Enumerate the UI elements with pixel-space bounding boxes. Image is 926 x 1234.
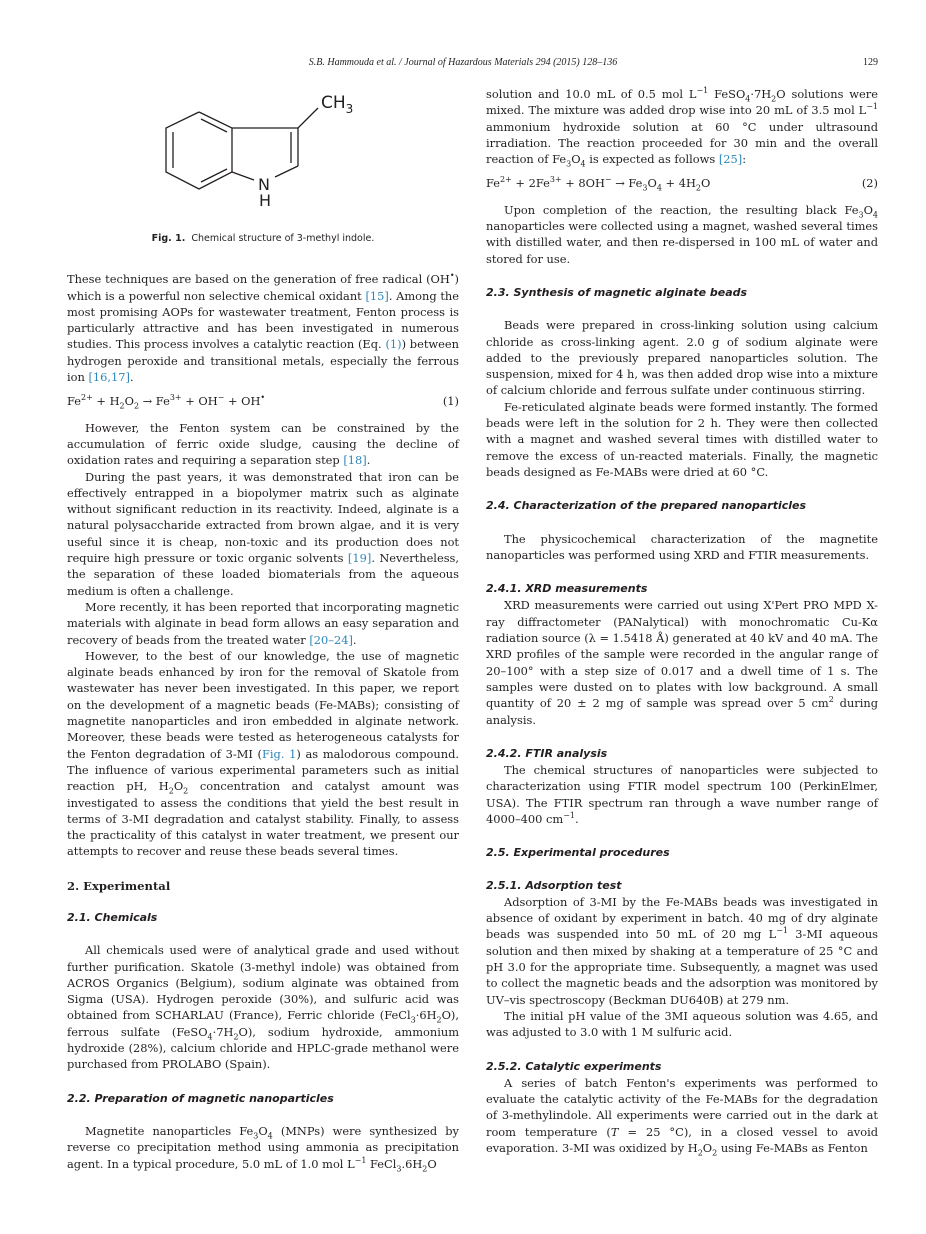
citation-link[interactable]: [15]	[365, 288, 389, 303]
citation-link[interactable]: [25]	[718, 152, 743, 167]
paragraph: Fe-reticulated alginate beads were formed instantly. The formed beads were left in the solution for 2 h. They were then collected with a magnet and washed several times with distilled water to remove the excess of un-reacted materials. Finally, the magnetic beads designed as Fe-MABs were dried at 60 °C.	[486, 399, 878, 479]
atom-n: N	[258, 175, 270, 194]
subsection-heading: 2.1. Chemicals	[67, 910, 158, 924]
equation-1	[67, 393, 459, 409]
paragraph: These techniques are based on the generation of free radical (OH•) which is a powerful non selective chemical oxidant [15]. Among the most promising AOPs for wastewater treatment, Fenton process is particularly attractive and has been investigated in numerous studies. This process involves a catalytic reaction (Eq. (1)) between hydrogen peroxide and transitional metals, especially the ferrous ion [16,17].	[67, 271, 459, 385]
bond	[232, 172, 254, 180]
figure-caption	[67, 231, 459, 247]
paragraph: Magnetite nanoparticles $Fe_3O_4$ (MNPs) were synthesized by reverse co precipitation method using ammonia as precipitation agent. In a typical procedure, 5.0 mL of 1.0 mol $L^{-1}$ $FeCl_3.6H_2O$	[67, 1123, 459, 1173]
running-head: S.B. Hammouda et al. / Journal of Hazardous Materials 294 (2015) 128–136	[308, 57, 618, 68]
equation-formula: $Fe^{2+} + H_2O_2 \to Fe^{3+} + OH^- + OH^•$	[67, 393, 266, 411]
paragraph: More recently, it has been reported that incorporating magnetic materials with alginate in bead form allows an easy separation and recovery of beads from the treated water [20–24].	[67, 599, 459, 647]
paragraph: solution and 10.0 mL of 0.5 mol $L^{-1}$ $FeSO_4\cdot 7H_2O$ solutions were mixed. The mixture was added drop wise into 20 mL of 3.5 mol $L^{-1}$ ammonium hydroxide solution at 60 °C under ultrasound irradiation. The reaction proceeded for 30 min and the overall reaction of $Fe_3O_4$ is expected as follows [25]:	[486, 86, 878, 169]
equation-number: (2)	[861, 176, 878, 191]
figure-label: Fig. 1.	[151, 233, 186, 244]
paragraph: The chemical structures of nanoparticles were subjected to characterization using FTIR model spectrum 100 (PerkinElmer, USA). The FTIR spectrum ran through a wave number range of 4000–400 $cm^{-1}$.	[486, 763, 878, 826]
citation-link[interactable]: Fig. 1	[262, 746, 297, 761]
methyl-bond	[298, 108, 318, 128]
equation-formula: $Fe^{2+} + 2Fe^{3+} + 8OH^- \to Fe_3O_4 + 4H_2O$	[486, 175, 711, 193]
paragraph: Beads were prepared in cross-linking solution using calcium chloride as cross-linking agent. 2.0 g of sodium alginate were added to the previously prepared nanoparticles solution. The suspension, mixed for 4 h, was then added drop wise into a mixture of calcium chloride and ferrous sulfate under continuous stirring.	[486, 318, 878, 398]
subsection-heading: 2.5. Experimental procedures	[486, 846, 670, 860]
atom-h: H	[259, 191, 272, 210]
subsubsection-heading: 2.4.1. XRD measurements	[486, 582, 648, 596]
benzene-double-bond	[201, 169, 227, 182]
benzene-ring	[166, 112, 232, 189]
atom-ch3: $CH_3$	[321, 93, 354, 116]
paragraph: All chemicals used were of analytical grade and used without further purification. Skatole (3-methyl indole) was obtained from ACROS Organics (Belgium), sodium alginate was obtained from Sigma (USA). Hydrogen peroxide (30%), and sulfuric acid was obtained from SCHARLAU (France), Ferric chloride $(FeCl_3\cdot 6H_2O)$, ferrous sulfate $(FeSO_4\cdot 7H_2O)$, sodium hydroxide, ammonium hydroxide (28%), calcium chloride and HPLC-grade methanol were purchased from PROLABO (Spain).	[67, 943, 459, 1072]
paragraph: However, the Fenton system can be constrained by the accumulation of ferric oxide sludge, causing the decline of oxidation rates and requiring a separation step [18].	[67, 420, 459, 468]
paragraph: A series of batch Fenton's experiments was performed to evaluate the catalytic activity of the Fe-MABs for the degradation of 3-methylindole. All experiments were carried out in the dark at room temperature (T = 25 °C), in a closed vessel to avoid evaporation. 3-MI was oxidized by $H_2O_2$ using Fe-MABs as Fenton	[486, 1075, 878, 1158]
citation-link[interactable]: [20–24]	[309, 632, 353, 647]
equation-2	[486, 175, 878, 191]
citation-link[interactable]: [18]	[343, 453, 367, 468]
page-number: 129	[863, 57, 878, 68]
figure-1	[67, 86, 459, 231]
subsection-heading: 2.3. Synthesis of magnetic alginate beads	[486, 285, 748, 299]
subsection-heading: 2.2. Preparation of magnetic nanoparticles	[67, 1091, 334, 1105]
citation-link[interactable]: [19]	[347, 551, 372, 566]
skatole-structure-diagram	[163, 86, 373, 211]
bond	[275, 166, 298, 177]
subsubsection-heading: 2.5.1. Adsorption test	[486, 878, 622, 892]
paragraph: However, to the best of our knowledge, the use of magnetic alginate beads enhanced by iron for the removal of Skatole from wastewater has never been investigated. In this paper, we report on the development of a magnetic beads (Fe-MABs); consisting of magnetite nanoparticles and iron embedded in alginate network. Moreover, these beads were tested as heterogeneous catalysts for the Fenton degradation of 3-MI (Fig. 1) as malodorous compound. The influence of various experimental parameters such as initial reaction pH, $H_2O_2$ concentration and catalyst amount was investigated to assess the conditions that yield the best result in terms of 3-MI degradation and catalyst stability. Finally, to assess the practicality of this catalyst in water treatment, we present our attempts to recover and reuse these beads several times.	[67, 648, 459, 859]
subsubsection-heading: 2.5.2. Catalytic experiments	[486, 1059, 662, 1073]
paragraph: The physicochemical characterization of the magnetite nanoparticles was performed using XRD and FTIR measurements.	[486, 531, 878, 562]
citation-link[interactable]: [16,17]	[88, 370, 130, 385]
paragraph: The initial pH value of the 3MI aqueous solution was 4.65, and was adjusted to 3.0 with 1 M sulfuric acid.	[486, 1008, 878, 1040]
section-heading: 2. Experimental	[67, 878, 171, 893]
subsubsection-heading: 2.4.2. FTIR analysis	[486, 746, 608, 760]
paragraph: XRD measurements were carried out using X'Pert PRO MPD X-ray diffractometer (PANalytical) with monochromatic Cu-Kα radiation source (λ = 1.5418 Å) generated at 40 kV and 40 mA. The XRD profiles of the sample were recorded in the angular range of 20–100° with a step size of 0.017 and a dwell time of 1 s. The samples were dusted on to plates with low background. A small quantity of 20 ± 2 mg of sample was spread over 5 $cm^2$ during analysis.	[486, 598, 878, 727]
figure-caption-text: Chemical structure of 3-methyl indole.	[191, 233, 375, 244]
citation-link[interactable]: (1)	[385, 337, 402, 352]
equation-number: (1)	[442, 394, 459, 409]
paragraph: During the past years, it was demonstrated that iron can be effectively entrapped in a biopolymer matrix such as alginate without significant reduction in its reactivity. Indeed, alginate is a natural polysaccharide extracted from brown algae, and it is very useful since it is cheap, non-toxic and its production does not require high pressure or toxic organic solvents [19]. Nevertheless, the separation of these loaded biomaterials from the aqueous medium is often a challenge.	[67, 469, 460, 598]
left-column	[67, 86, 459, 1172]
benzene-double-bond	[201, 119, 227, 132]
right-column	[486, 86, 878, 1156]
paragraph: Upon completion of the reaction, the resulting black $Fe_3O_4$ nanoparticles were collected using a magnet, washed several times with distilled water, and then re-dispersed in 100 mL of water and stored for use.	[486, 202, 878, 266]
paragraph: Adsorption of 3-MI by the Fe-MABs beads was investigated in absence of oxidant by experiment in batch. 40 mg of dry alginate beads was suspended into 50 mL of 20 mg $L^{-1}$ 3-MI aqueous solution and then mixed by shaking at a temperature of 25 °C and pH 3.0 for the appropriate time. Subsequently, a magnet was used to collect the magnetic beads and the adsorption was monitored by UV–vis spectroscopy (Beckman DU640B) at 279 nm.	[486, 894, 878, 1007]
subsection-heading: 2.4. Characterization of the prepared nanoparticles	[486, 499, 807, 513]
